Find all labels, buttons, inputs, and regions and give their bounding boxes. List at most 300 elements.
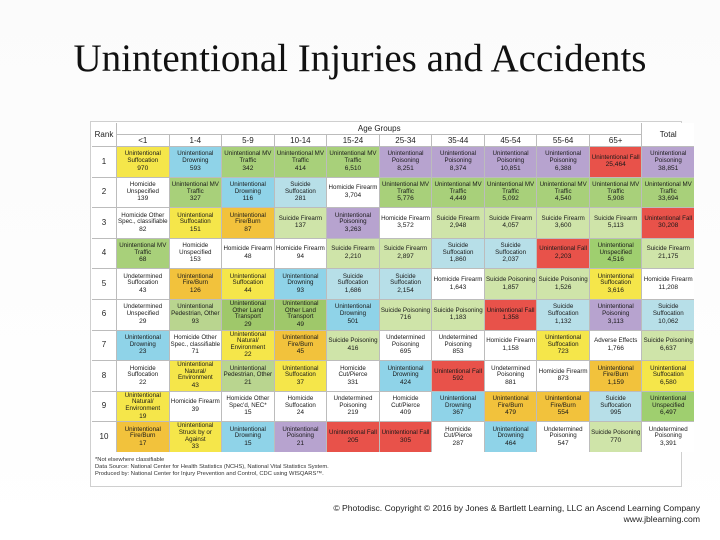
cause-name: Suicide Suffocation bbox=[284, 181, 316, 195]
cause-name: Unintentional Suffocation bbox=[545, 333, 582, 348]
cause-name: Unintentional Poisoning bbox=[597, 303, 634, 317]
cause-name: Unintentional Fire/Burn bbox=[229, 211, 266, 226]
death-count: 593 bbox=[189, 164, 201, 172]
death-count: 1,860 bbox=[449, 256, 467, 264]
cause-name: Undetermined Suffocation bbox=[123, 272, 163, 287]
death-count: 6,510 bbox=[344, 164, 362, 172]
death-count: 501 bbox=[347, 317, 359, 325]
death-count: 6,388 bbox=[554, 164, 572, 172]
cause-name: Unintentional Poisoning bbox=[387, 150, 424, 164]
cause-name: Suicide Firearm bbox=[436, 214, 480, 222]
death-count: 3,616 bbox=[607, 286, 624, 294]
cause-name: Unintentional Suffocation bbox=[229, 272, 266, 287]
injury-cause-cell bbox=[117, 331, 169, 361]
injury-cause-cell bbox=[590, 361, 642, 391]
death-count: 881 bbox=[505, 378, 517, 386]
injury-cause-cell bbox=[380, 239, 432, 269]
injury-cause-cell bbox=[170, 269, 222, 299]
age-groups-header: Age Groups bbox=[117, 123, 641, 134]
rank-number: 10 bbox=[92, 422, 116, 452]
death-count: 87 bbox=[244, 225, 252, 233]
death-count: 1,643 bbox=[449, 283, 467, 291]
injury-cause-cell bbox=[170, 239, 222, 269]
death-count: 479 bbox=[505, 409, 517, 417]
column-header-age: 45-54 bbox=[485, 135, 537, 146]
cause-name: Unintentional MV Traffic bbox=[329, 150, 377, 164]
cause-name: Undetermined Poisoning bbox=[648, 425, 688, 440]
cause-name: Unintentional Drowning bbox=[177, 150, 214, 164]
cause-name: Homicide Firearm bbox=[643, 276, 693, 284]
injury-cause-cell bbox=[485, 269, 537, 299]
death-count: 22 bbox=[139, 378, 147, 386]
cause-name: Homicide Firearm bbox=[328, 184, 378, 192]
injury-cause-cell bbox=[117, 361, 169, 391]
injury-cause-cell bbox=[642, 361, 694, 391]
column-header-age: 10-14 bbox=[275, 135, 327, 146]
death-count: 139 bbox=[137, 195, 149, 203]
cause-name: Unintentional Poisoning bbox=[334, 211, 372, 226]
cause-name: Unintentional Fall bbox=[644, 214, 693, 222]
death-count: 25,464 bbox=[605, 161, 626, 169]
cause-name: Adverse Effects bbox=[594, 337, 638, 345]
cause-name: Suicide Suffocation bbox=[337, 272, 369, 287]
injury-cause-cell bbox=[117, 147, 169, 177]
cause-name: Unintentional Fall bbox=[591, 153, 640, 161]
injury-cause-cell bbox=[380, 331, 432, 361]
death-count: 1,686 bbox=[344, 286, 362, 294]
death-count: 327 bbox=[189, 195, 201, 203]
cause-name: Unintentional Fall bbox=[381, 429, 430, 437]
injury-cause-cell bbox=[380, 147, 432, 177]
death-count: 414 bbox=[294, 164, 306, 172]
injury-cause-cell bbox=[327, 422, 379, 452]
cause-name: Unintentional MV Traffic bbox=[119, 242, 167, 256]
cause-name: Unintentional MV Traffic bbox=[487, 181, 535, 195]
death-count: 3,391 bbox=[659, 439, 677, 447]
cause-name: Suicide Suffocation bbox=[390, 272, 421, 287]
injury-cause-cell bbox=[275, 392, 327, 422]
death-count: 71 bbox=[191, 348, 199, 356]
injury-cause-cell bbox=[642, 269, 694, 299]
injury-cause-cell bbox=[642, 147, 694, 177]
rank-number: 8 bbox=[92, 361, 116, 391]
death-count: 1,857 bbox=[502, 283, 519, 291]
injury-cause-cell bbox=[275, 269, 327, 299]
cause-name: Suicide Poisoning bbox=[538, 276, 588, 284]
death-count: 10,851 bbox=[500, 164, 521, 172]
injury-cause-cell bbox=[222, 361, 274, 391]
publisher-url: www.jblearning.com bbox=[623, 514, 700, 524]
injury-cause-cell bbox=[432, 178, 484, 208]
injury-cause-cell bbox=[642, 422, 694, 452]
death-count: 3,704 bbox=[344, 191, 362, 199]
death-count: 287 bbox=[452, 439, 464, 447]
injury-cause-cell bbox=[380, 422, 432, 452]
cause-name: Undetermined Poisoning bbox=[543, 425, 583, 440]
cause-name: Unintentional Poisoning bbox=[492, 150, 529, 164]
cause-name: Suicide Firearm bbox=[594, 214, 638, 222]
cause-name: Unintentional MV Traffic bbox=[224, 150, 272, 164]
death-count: 15 bbox=[244, 439, 252, 447]
injury-cause-cell bbox=[170, 147, 222, 177]
rank-number: 9 bbox=[92, 392, 116, 422]
cause-name: Unintentional Drowning bbox=[229, 181, 266, 195]
death-count: 8,251 bbox=[397, 164, 414, 172]
cause-name: Unintentional Natural/ Environment bbox=[229, 330, 266, 351]
injury-cause-cell bbox=[537, 392, 589, 422]
column-header-age: 65+ bbox=[590, 135, 642, 146]
death-count: 1,159 bbox=[607, 378, 624, 386]
injury-cause-cell bbox=[537, 331, 589, 361]
cause-name: Unintentional Fall bbox=[434, 367, 482, 375]
cause-name: Suicide Suffocation bbox=[547, 303, 579, 317]
injury-cause-cell bbox=[275, 239, 327, 269]
cause-name: Undetermined Poisoning bbox=[438, 333, 478, 348]
death-count: 29 bbox=[139, 317, 147, 325]
death-count: 43 bbox=[139, 286, 147, 294]
death-count: 49 bbox=[296, 320, 305, 328]
cause-name: Suicide Poisoning bbox=[380, 306, 431, 314]
cause-name: Homicide Firearm bbox=[276, 245, 325, 253]
injury-cause-cell bbox=[432, 422, 484, 452]
injury-cause-cell bbox=[117, 239, 169, 269]
cause-name: Homicide Other Spec., classifiable bbox=[170, 333, 221, 348]
death-count: 5,776 bbox=[397, 195, 414, 203]
death-count: 33 bbox=[191, 443, 199, 451]
death-count: 126 bbox=[189, 286, 201, 294]
death-count: 6,580 bbox=[659, 378, 677, 386]
injury-cause-cell bbox=[327, 331, 379, 361]
injury-cause-cell bbox=[432, 208, 484, 238]
death-count: 10,062 bbox=[658, 317, 679, 325]
cause-name: Unintentional Fire/Burn bbox=[177, 272, 214, 287]
injury-cause-cell bbox=[432, 147, 484, 177]
death-count: 409 bbox=[400, 409, 412, 417]
cause-name: Undetermined Poisoning bbox=[386, 333, 425, 348]
death-count: 93 bbox=[191, 317, 199, 325]
death-count: 331 bbox=[347, 378, 359, 386]
death-count: 3,263 bbox=[344, 225, 362, 233]
cause-name: Homicide Other Spec'd, NEC* bbox=[226, 395, 270, 409]
cause-name: Suicide Firearm bbox=[488, 214, 533, 222]
death-count: 3,113 bbox=[607, 317, 624, 325]
injury-cause-cell bbox=[537, 269, 589, 299]
injury-cause-cell bbox=[485, 239, 537, 269]
cause-name: Suicide Firearm bbox=[331, 245, 375, 253]
injury-cause-cell bbox=[327, 392, 379, 422]
cause-name: Suicide Suffocation bbox=[442, 242, 474, 256]
death-count: 68 bbox=[139, 256, 147, 264]
death-count: 770 bbox=[610, 436, 622, 444]
death-count: 38,851 bbox=[658, 164, 679, 172]
cause-name: Suicide Firearm bbox=[278, 214, 323, 222]
death-count: 24 bbox=[296, 409, 305, 417]
cause-name: Suicide Suffocation bbox=[652, 303, 684, 317]
death-count: 151 bbox=[189, 225, 201, 233]
death-count: 716 bbox=[400, 314, 412, 322]
injury-cause-cell bbox=[485, 422, 537, 452]
cause-name: Unintentional Drowning bbox=[334, 303, 372, 317]
cause-name: Homicide Firearm bbox=[170, 398, 220, 406]
injury-cause-cell bbox=[327, 208, 379, 238]
injury-cause-cell bbox=[485, 208, 537, 238]
death-count: 723 bbox=[557, 348, 569, 356]
injury-cause-cell bbox=[590, 208, 642, 238]
cause-name: Suicide Poisoning bbox=[433, 306, 483, 314]
death-count: 4,449 bbox=[449, 195, 467, 203]
death-count: 21,175 bbox=[658, 253, 679, 261]
injury-cause-cell bbox=[642, 239, 694, 269]
cause-name: Unintentional Other Land Transport bbox=[229, 300, 266, 321]
cause-name: Homicide Firearm bbox=[538, 367, 588, 375]
injury-cause-cell bbox=[485, 331, 537, 361]
cause-name: Unintentional Pedestrian, Other bbox=[171, 303, 220, 317]
injury-cause-cell bbox=[327, 269, 379, 299]
injury-cause-cell bbox=[117, 178, 169, 208]
injury-cause-cell bbox=[275, 361, 327, 391]
cause-name: Unintentional Unspecified bbox=[597, 242, 634, 256]
injury-cause-cell bbox=[170, 422, 222, 452]
cause-name: Unintentional Natural/ Environment bbox=[177, 361, 214, 382]
death-count: 137 bbox=[294, 222, 306, 230]
injury-cause-cell bbox=[537, 178, 589, 208]
cause-name: Unintentional Other Land Transport bbox=[282, 300, 319, 321]
cause-name: Unintentional Drowning bbox=[439, 395, 477, 409]
death-count: 153 bbox=[189, 256, 201, 264]
injury-cause-cell bbox=[170, 392, 222, 422]
death-count: 45 bbox=[296, 348, 305, 356]
injury-cause-cell bbox=[590, 300, 642, 330]
injury-cause-cell bbox=[275, 208, 327, 238]
death-count: 416 bbox=[347, 344, 359, 352]
cause-name: Unintentional Suffocation bbox=[177, 211, 214, 226]
death-count: 424 bbox=[400, 378, 412, 386]
column-header-age: 35-44 bbox=[432, 135, 484, 146]
injury-cause-cell bbox=[432, 361, 484, 391]
death-count: 82 bbox=[139, 225, 147, 233]
death-count: 464 bbox=[505, 439, 517, 447]
cause-name: Unintentional Drowning bbox=[387, 364, 424, 379]
death-count: 970 bbox=[137, 164, 149, 172]
cause-name: Suicide Poisoning bbox=[328, 337, 378, 345]
cause-name: Unintentional Struck by or Against bbox=[177, 422, 214, 443]
cause-name: Unintentional Fire/Burn bbox=[492, 395, 529, 409]
rank-number: 7 bbox=[92, 331, 116, 361]
column-header-age: 15-24 bbox=[327, 135, 379, 146]
death-count: 592 bbox=[452, 375, 464, 383]
cause-name: Unintentional Drowning bbox=[492, 425, 529, 440]
injury-cause-cell bbox=[537, 147, 589, 177]
injury-cause-cell bbox=[642, 392, 694, 422]
death-count: 2,037 bbox=[502, 256, 519, 264]
death-count: 873 bbox=[557, 375, 569, 383]
death-count: 4,057 bbox=[502, 222, 519, 230]
cause-name: Unintentional Poisoning bbox=[545, 150, 582, 164]
cause-name: Unintentional Fire/Burn bbox=[597, 364, 634, 379]
death-count: 1,183 bbox=[449, 314, 467, 322]
injury-cause-cell bbox=[275, 422, 327, 452]
rank-number: 6 bbox=[92, 300, 116, 330]
cause-name: Unintentional MV Traffic bbox=[171, 181, 219, 195]
cause-name: Homicide Firearm bbox=[433, 276, 483, 284]
injury-cause-cell bbox=[222, 300, 274, 330]
death-count: 853 bbox=[452, 348, 464, 356]
death-count: 5,908 bbox=[607, 195, 624, 203]
death-count: 21 bbox=[296, 439, 305, 447]
injury-cause-cell bbox=[432, 300, 484, 330]
injury-cause-cell bbox=[327, 300, 379, 330]
cause-name: Homicide Suffocation bbox=[127, 364, 159, 379]
injury-cause-cell bbox=[485, 361, 537, 391]
injury-cause-cell bbox=[590, 422, 642, 452]
rank-number: 2 bbox=[92, 178, 116, 208]
cause-name: Unintentional Drowning bbox=[124, 333, 161, 348]
cause-name: Homicide Unspecified bbox=[126, 181, 159, 195]
injury-cause-cell bbox=[170, 208, 222, 238]
cause-name: Homicide Other Spec., classifiable bbox=[118, 211, 168, 226]
cause-name: Unintentional Poisoning bbox=[650, 150, 687, 164]
injury-cause-cell bbox=[222, 422, 274, 452]
rank-number: 5 bbox=[92, 269, 116, 299]
cause-name: Homicide Firearm bbox=[486, 337, 536, 345]
death-count: 1,158 bbox=[502, 344, 519, 352]
column-header-age: 55-64 bbox=[537, 135, 589, 146]
death-count: 94 bbox=[296, 253, 305, 261]
injury-cause-cell bbox=[222, 178, 274, 208]
death-count: 695 bbox=[400, 348, 412, 356]
death-count: 21 bbox=[244, 378, 252, 386]
death-count: 1,132 bbox=[554, 317, 572, 325]
injury-cause-cell bbox=[642, 208, 694, 238]
injury-cause-cell bbox=[590, 331, 642, 361]
table-notes bbox=[95, 457, 675, 477]
injury-cause-cell bbox=[380, 392, 432, 422]
column-header-age: 5-9 bbox=[222, 135, 274, 146]
death-count: 29 bbox=[244, 320, 252, 328]
injury-cause-cell bbox=[590, 178, 642, 208]
column-header-age: <1 bbox=[117, 135, 169, 146]
injury-cause-cell bbox=[117, 300, 169, 330]
injury-cause-cell bbox=[275, 178, 327, 208]
death-count: 2,210 bbox=[344, 253, 362, 261]
injury-cause-cell bbox=[222, 331, 274, 361]
cause-name: Unintentional MV Traffic bbox=[539, 181, 587, 195]
copyright-credit bbox=[330, 503, 700, 525]
cause-name: Unintentional MV Traffic bbox=[434, 181, 482, 195]
injury-cause-cell bbox=[222, 208, 274, 238]
death-count: 1,766 bbox=[607, 344, 624, 352]
death-count: 39 bbox=[191, 406, 199, 414]
injury-cause-cell bbox=[537, 239, 589, 269]
cause-name: Unintentional Fall bbox=[486, 306, 535, 314]
death-count: 93 bbox=[296, 286, 305, 294]
injury-cause-cell bbox=[485, 178, 537, 208]
death-count: 37 bbox=[296, 378, 305, 386]
death-count: 6,497 bbox=[659, 409, 677, 417]
death-count: 30,208 bbox=[658, 222, 679, 230]
cause-name: Unintentional Fire/Burn bbox=[282, 333, 319, 348]
death-count: 5,113 bbox=[607, 222, 624, 230]
cause-name: Suicide Suffocation bbox=[600, 395, 632, 409]
cause-name: Homicide Cut/Pierce bbox=[391, 395, 420, 409]
death-count: 33,694 bbox=[658, 195, 679, 203]
cause-name: Unintentional MV Traffic bbox=[276, 150, 324, 164]
death-count: 11,208 bbox=[658, 283, 679, 291]
cause-name: Undetermined Unspecified bbox=[123, 303, 163, 317]
death-count: 43 bbox=[191, 382, 199, 390]
cause-name: Unintentional Poisoning bbox=[439, 150, 477, 164]
note-footnote: *Not elsewhere classifiable bbox=[95, 457, 165, 463]
death-count: 19 bbox=[139, 412, 147, 420]
injury-cause-cell bbox=[380, 361, 432, 391]
rank-number: 4 bbox=[92, 239, 116, 269]
injury-cause-cell bbox=[380, 300, 432, 330]
cause-name: Unintentional Fall bbox=[539, 245, 588, 253]
death-count: 281 bbox=[294, 195, 306, 203]
injury-cause-cell bbox=[432, 392, 484, 422]
cause-name: Undetermined Poisoning bbox=[333, 395, 373, 409]
cause-name: Unintentional Drowning bbox=[282, 272, 319, 287]
death-count: 5,092 bbox=[502, 195, 519, 203]
cause-name: Homicide Cut/Pierce bbox=[338, 364, 368, 379]
death-count: 547 bbox=[557, 439, 569, 447]
injury-cause-cell bbox=[590, 269, 642, 299]
injury-cause-cell bbox=[432, 269, 484, 299]
injury-cause-cell bbox=[275, 300, 327, 330]
injury-cause-cell bbox=[432, 239, 484, 269]
death-count: 15 bbox=[244, 409, 252, 417]
injury-cause-cell bbox=[537, 300, 589, 330]
injury-rank-table-panel bbox=[90, 121, 693, 487]
death-count: 1,358 bbox=[502, 314, 519, 322]
injury-cause-cell bbox=[170, 361, 222, 391]
cause-name: Unintentional Natural/ Environment bbox=[124, 391, 161, 413]
cause-name: Unintentional Fire/Burn bbox=[124, 425, 161, 440]
injury-cause-cell bbox=[380, 178, 432, 208]
death-count: 6,637 bbox=[659, 344, 677, 352]
copyright-line: © Photodisc. Copyright © 2016 by Jones & Bartlett Learning, LLC an Ascend Learning Company bbox=[333, 503, 700, 513]
death-count: 2,203 bbox=[554, 253, 572, 261]
injury-cause-cell bbox=[485, 147, 537, 177]
rank-number: 1 bbox=[92, 147, 116, 177]
injury-cause-cell bbox=[642, 331, 694, 361]
cause-name: Unintentional MV Traffic bbox=[592, 181, 640, 195]
cause-name: Unintentional Fall bbox=[329, 429, 377, 437]
cause-name: Suicide Firearm bbox=[646, 245, 690, 253]
death-count: 3,600 bbox=[554, 222, 572, 230]
injury-cause-cell bbox=[642, 300, 694, 330]
note-data-source: Data Source: National Center for Health Statistics (NCHS), National Vital Statistics System. bbox=[95, 463, 329, 470]
injury-cause-cell bbox=[432, 331, 484, 361]
injury-cause-cell bbox=[275, 331, 327, 361]
rank-number: 3 bbox=[92, 208, 116, 238]
cause-name: Suicide Suffocation bbox=[495, 242, 527, 256]
death-count: 219 bbox=[347, 409, 359, 417]
cause-name: Unintentional Drowning bbox=[229, 425, 266, 440]
injury-cause-cell bbox=[485, 300, 537, 330]
injury-cause-cell bbox=[170, 178, 222, 208]
injury-cause-cell bbox=[590, 239, 642, 269]
cause-name: Homicide Firearm bbox=[381, 214, 430, 222]
column-header-age: 25-34 bbox=[380, 135, 432, 146]
injury-cause-cell bbox=[590, 392, 642, 422]
injury-cause-cell bbox=[222, 239, 274, 269]
cause-name: Unintentional Suffocation bbox=[597, 272, 634, 287]
injury-cause-cell bbox=[222, 147, 274, 177]
injury-cause-cell bbox=[327, 178, 379, 208]
injury-cause-cell bbox=[327, 361, 379, 391]
cause-name: Unintentional Pedestrian, Other bbox=[223, 364, 273, 379]
